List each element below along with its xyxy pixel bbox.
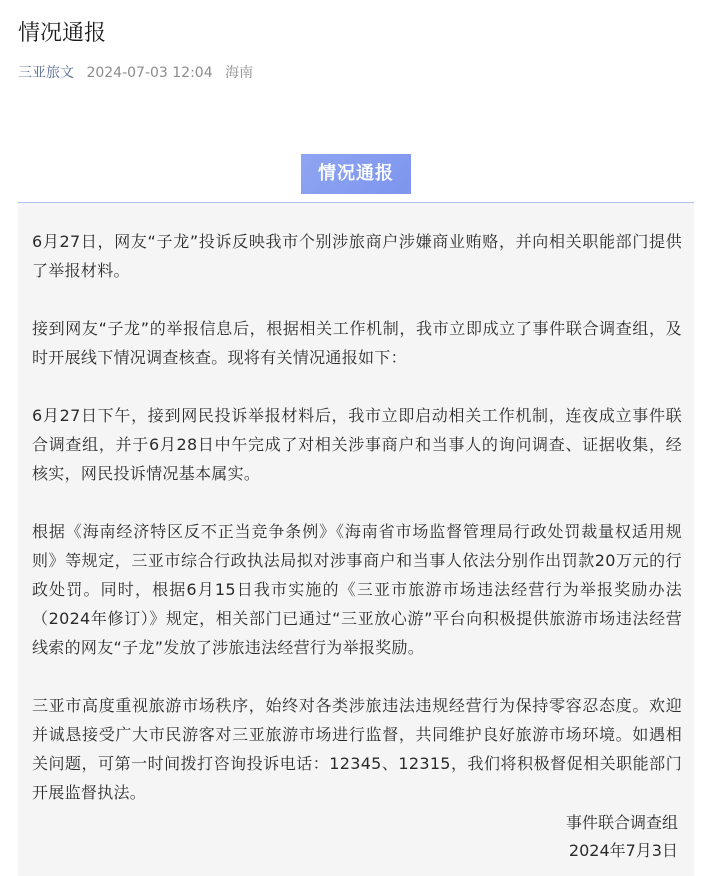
account-name-link[interactable]: 三亚旅文 bbox=[18, 65, 74, 81]
signature-date: 2024年7月3日 bbox=[568, 841, 678, 860]
body-paragraph: 三亚市高度重视旅游市场秩序，始终对各类涉旅违法违规经营行为保持零容忍态度。欢迎并诚恳接受广大市民游客对三亚旅游市场进行监督，共同维护良好旅游市场环境。如遇相关问题，可第一时间拨打咨询投诉电话：12345、12315，我们将积极督促相关职能部门开展监督执法。 bbox=[32, 696, 682, 802]
body-paragraph: 根据《海南经济特区反不正当竞争条例》《海南省市场监督管理局行政处罚裁量权适用规则》等规定，三亚市综合行政执法局拟对涉事商户和当事人依法分别作出罚款20万元的行政处罚。同时，根据6月15日我市实施的《三亚市旅游市场违法经营行为举报奖励办法（2024年修订）》规定，相关部门已通过“三亚放心游”平台向积极提供旅游市场违法经营线索的网友“子龙”发放了涉旅违法经营行为举报奖励。 bbox=[32, 522, 682, 657]
body-paragraph: 6月27日，网友“子龙”投诉反映我市个别涉旅商户涉嫌商业贿赂，并向相关职能部门提供了举报材料。 bbox=[32, 232, 682, 280]
signature-org: 事件联合调查组 bbox=[565, 813, 678, 832]
notice-body bbox=[32, 227, 682, 836]
publish-time: 2024-07-03 12:04 bbox=[86, 65, 213, 81]
notice-panel bbox=[18, 202, 694, 876]
banner-row bbox=[0, 154, 716, 194]
notice-banner: 情况通报 bbox=[301, 154, 411, 194]
body-paragraph: 接到网友“子龙”的举报信息后，根据相关工作机制，我市立即成立了事件联合调查组，及时开展线下情况调查核查。现将有关情况通报如下： bbox=[32, 319, 682, 367]
article-meta bbox=[18, 62, 261, 84]
article-title: 情况通报 bbox=[18, 21, 107, 46]
body-paragraph: 6月27日下午，接到网民投诉举报材料后，我市立即启动相关工作机制，连夜成立事件联合调查组，并于6月28日中午完成了对相关涉事商户和当事人的询问调查、证据收集，经核实，网民投诉情况基本属实。 bbox=[32, 406, 682, 483]
signature-block bbox=[566, 809, 678, 865]
publish-location: 海南 bbox=[225, 65, 254, 81]
